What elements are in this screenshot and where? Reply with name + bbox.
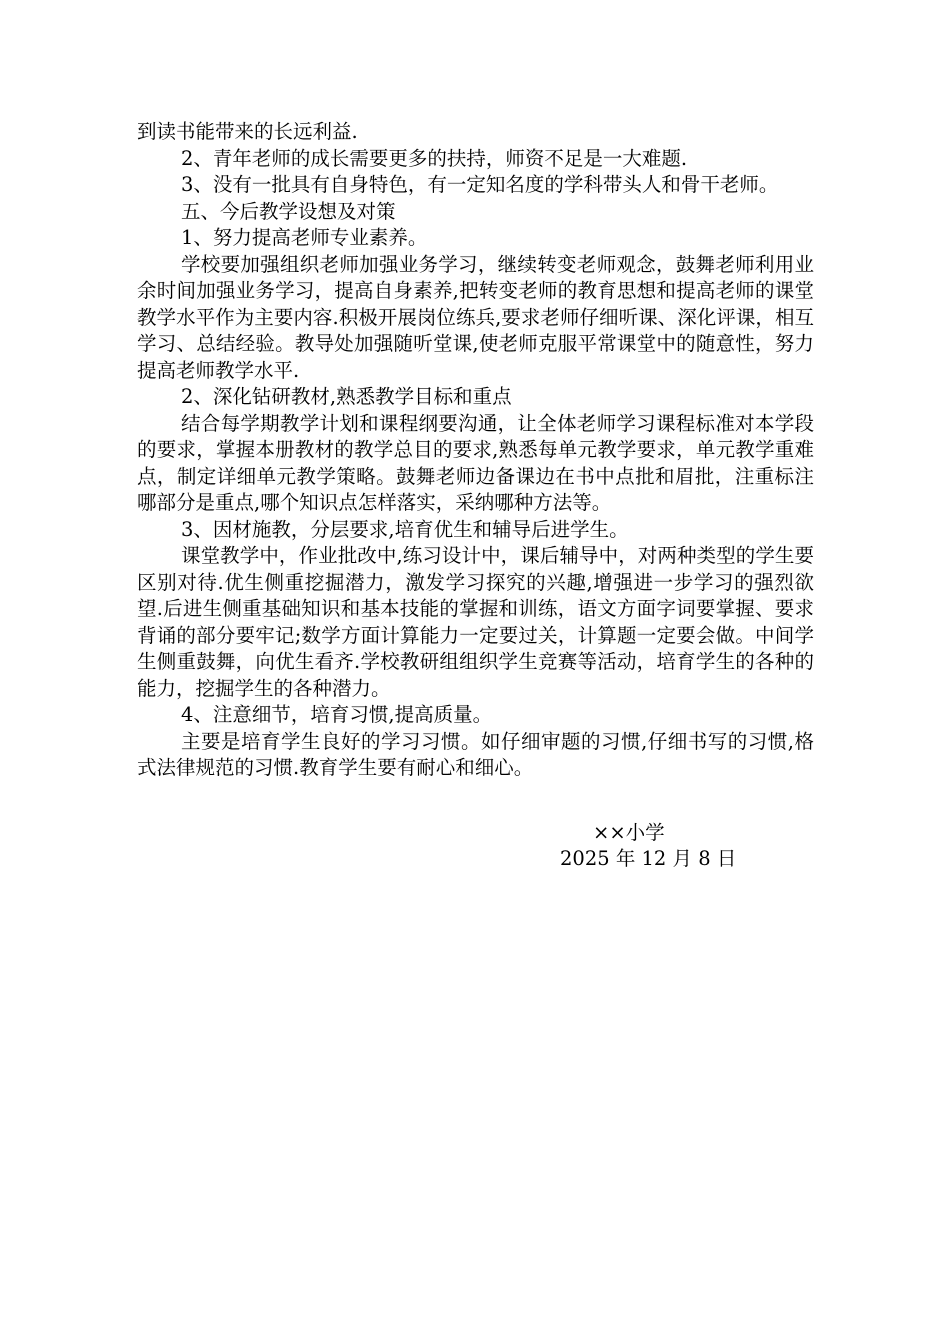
document-body [137, 119, 814, 782]
paragraph-body-4: 主要是培育学生良好的学习习惯。如仔细审题的习惯,仔细书写的习惯,格式法律规范的习惯.教育学生要有耐心和细心。 [137, 729, 814, 779]
paragraph-continuation: 到读书能带来的长远利益. [137, 120, 358, 143]
paragraph-body-1: 学校要加强组织老师加强业务学习，继续转变老师观念，鼓舞老师利用业余时间加强业务学习，提高自身素养,把转变老师的教育思想和提高老师的课堂教学水平作为主要内容.积极开展岗位练兵,要求老师仔细听课、深化评课，相互学习、总结经验。教导处加强随听堂课,使老师克服平常课堂中的随意性，努力提高老师教学水平. [137, 252, 814, 382]
subheading-1: 1、努力提高老师专业素养。 [181, 226, 428, 249]
paragraph-item-3: 3、没有一批具有自身特色，有一定知名度的学科带头人和骨干老师。 [181, 173, 779, 196]
signature-date: 2025 年 12 月 8 日 [560, 847, 737, 870]
signature-school: ××小学 [593, 821, 665, 844]
subheading-3: 3、因材施教，分层要求,培育优生和辅导后进学生。 [181, 517, 629, 541]
section-heading: 五、今后教学设想及对策 [181, 199, 396, 223]
paragraph-item-2: 2、青年老师的成长需要更多的扶持，师资不足是一大难题. [181, 146, 688, 170]
subheading-2: 2、深化钻研教材,熟悉教学目标和重点 [181, 385, 512, 408]
paragraph-body-3: 课堂教学中，作业批改中,练习设计中，课后辅导中，对两种类型的学生要区别对待.优生侧重挖掘潜力，激发学习探究的兴趣,增强进一步学习的强烈欲望.后进生侧重基础知识和基本技能的掌握和训练，语文方面字词要掌握、要求背诵的部分要牢记;数学方面计算能力一定要过关，计算题一定要会做。中间学生侧重鼓舞，向优生看齐.学校教研组组织学生竞赛等活动，培育学生的各种的能力，挖掘学生的各种潜力。 [137, 544, 814, 700]
paragraph-body-2: 结合每学期教学计划和课程纲要沟通，让全体老师学习课程标准对本学段的要求，掌握本册教材的教学总目的要求,熟悉每单元教学要求，单元教学重难点，制定详细单元教学策略。鼓舞老师边备课边在书中点批和眉批，注重标注哪部分是重点,哪个知识点怎样落实，采纳哪种方法等。 [137, 411, 814, 514]
subheading-4: 4、注意细节，培育习惯,提高质量。 [181, 703, 493, 726]
